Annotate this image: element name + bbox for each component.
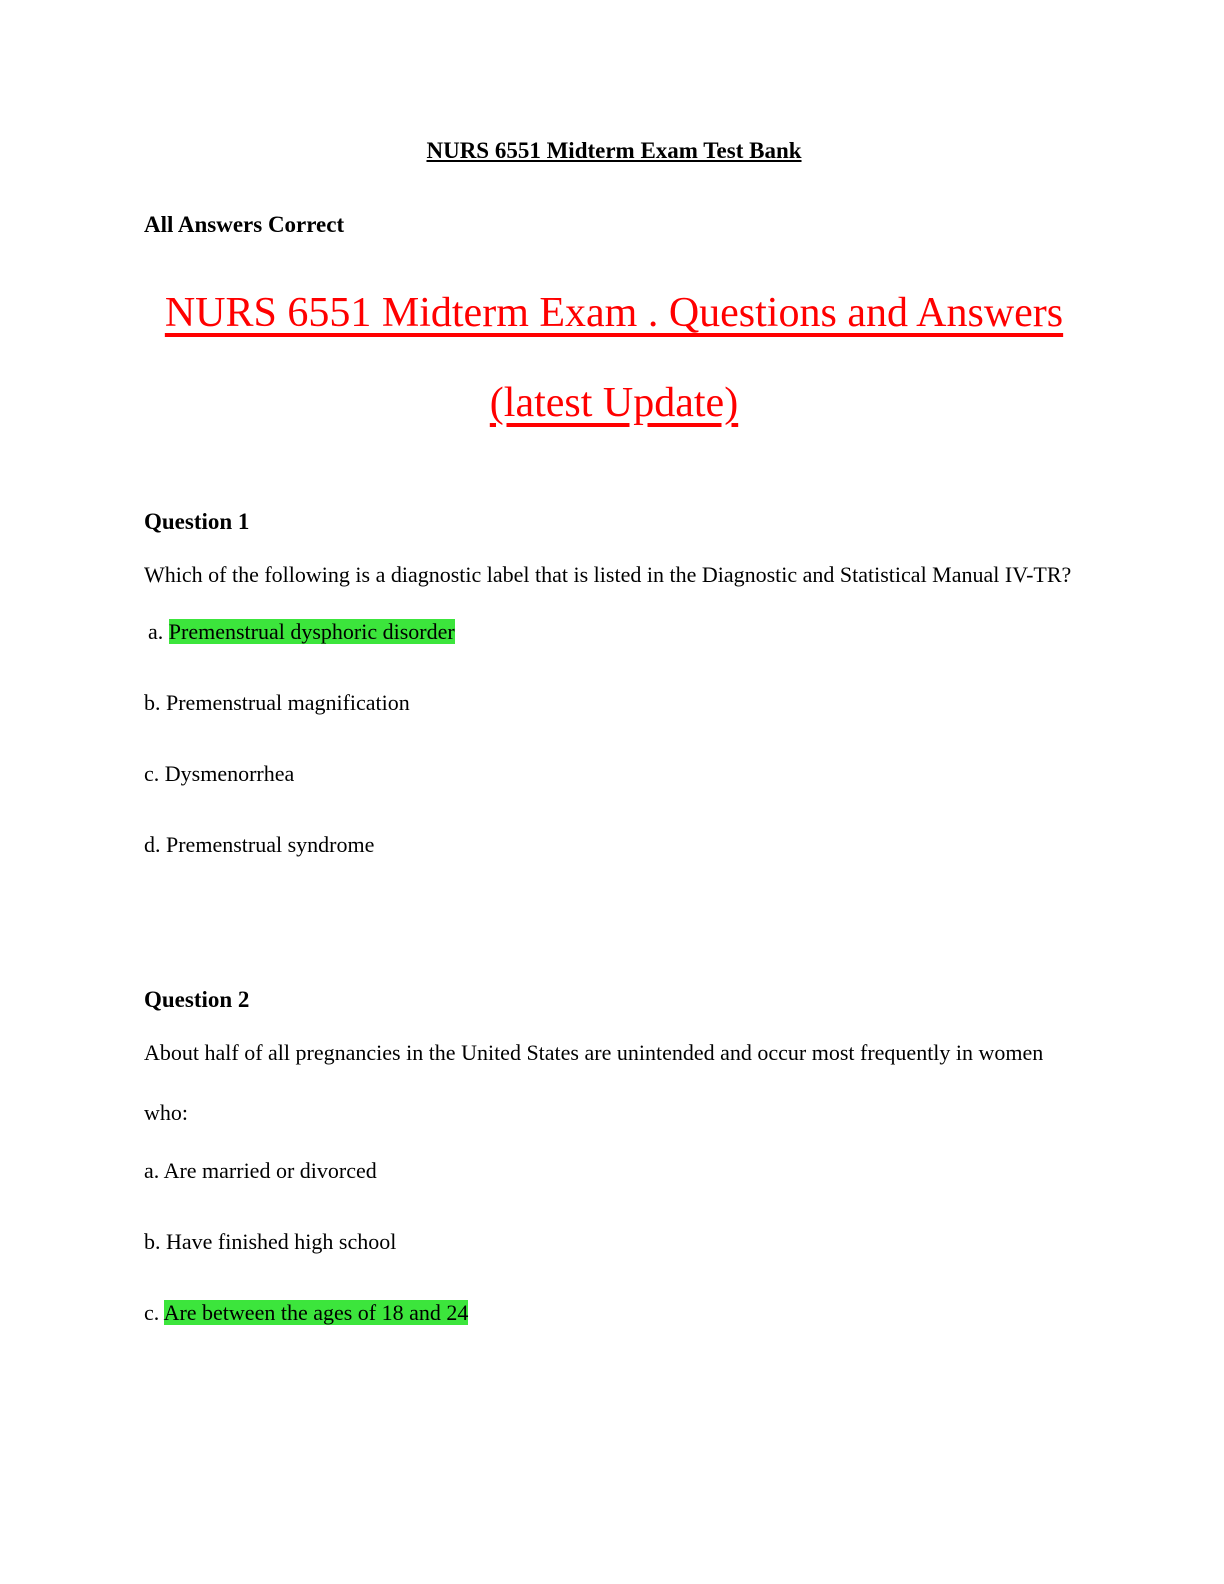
option-prefix: a. (144, 1158, 160, 1184)
option-text-highlighted: Are between the ages of 18 and 24 (163, 1300, 469, 1326)
document-title-text: NURS 6551 Midterm Exam Test Bank (426, 138, 802, 163)
option-text: Dysmenorrhea (164, 761, 295, 787)
document-title (144, 138, 1084, 164)
question-1-option-d (144, 823, 1084, 867)
question-block-2 (144, 987, 1084, 1335)
question-1-text: Which of the following is a diagnostic label that is listed in the Diagnostic and Statistical Manual IV-TR? (144, 561, 1072, 587)
question-1-option-c (144, 752, 1084, 796)
question-2-option-c (144, 1291, 1084, 1335)
document-subtitle: All Answers Correct (144, 212, 345, 237)
option-text: Have finished high school (166, 1229, 397, 1255)
question-block-1 (144, 509, 1084, 868)
question-1-option-b (144, 681, 1084, 725)
question-2-label: Question 2 (144, 987, 250, 1013)
option-text: Premenstrual syndrome (166, 832, 375, 858)
option-prefix: b. (144, 690, 161, 716)
exam-heading-line2: (latest Update) (489, 380, 739, 427)
question-2-option-a (144, 1149, 1084, 1193)
question-1-label: Question 1 (144, 508, 250, 534)
exam-heading (144, 268, 1084, 449)
option-prefix: b. (144, 1229, 161, 1255)
option-prefix: a. (148, 619, 164, 645)
option-text: Are married or divorced (163, 1158, 377, 1184)
option-prefix: c. (144, 761, 160, 787)
question-1-option-a (144, 610, 1084, 654)
question-2-text: About half of all pregnancies in the United States are unintended and occur most frequently in women who: (144, 1040, 1044, 1126)
exam-heading-line1: NURS 6551 Midterm Exam . Questions and Answers (164, 290, 1064, 336)
option-text-highlighted: Premenstrual dysphoric disorder (168, 619, 455, 645)
option-text: Premenstrual magnification (166, 690, 410, 716)
option-prefix: d. (144, 832, 161, 858)
question-2-option-b (144, 1220, 1084, 1264)
option-prefix: c. (144, 1300, 160, 1326)
